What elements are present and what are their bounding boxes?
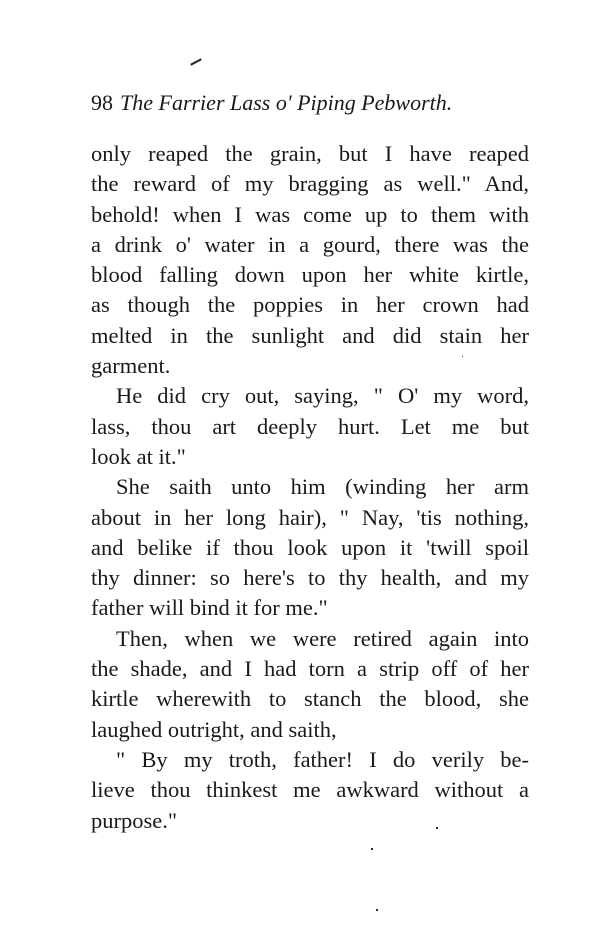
text-line: laughed outright, and saith, — [91, 716, 337, 742]
text-line: the reward of my bragging as well." And, — [91, 171, 529, 197]
text-line: about in her long hair), " Nay, 'tis nothing, — [91, 504, 529, 530]
text-line: She saith unto him (winding her arm — [116, 474, 529, 500]
text-line: father will bind it for me." — [91, 595, 328, 621]
text-line: garment. — [91, 353, 171, 379]
text-line: lieve thou thinkest me awkward without a — [91, 777, 529, 803]
text-line: only reaped the grain, but I have reaped — [91, 141, 529, 166]
text-line: the shade, and I had torn a strip off of her — [91, 656, 529, 682]
text-line: melted in the sunlight and did stain her — [91, 322, 529, 348]
text-line: lass, thou art deeply hurt. Let me but — [91, 413, 529, 439]
text-line: behold! when I was come up to them with — [91, 201, 529, 227]
text-line: " By my troth, father! I do verily be- — [116, 746, 529, 772]
text-line: He did cry out, saying, " O' my word, — [116, 383, 529, 409]
text-line: purpose." — [91, 807, 178, 833]
ink-speck — [376, 909, 378, 911]
ink-speck — [371, 848, 373, 850]
page-header — [91, 88, 541, 118]
text-line: kirtle wherewith to stanch the blood, she — [91, 686, 529, 712]
text-line: thy dinner: so here's to thy health, and my — [91, 565, 529, 591]
text-line: blood falling down upon her white kirtle, — [91, 262, 529, 288]
running-title: The Farrier Lass o' Piping Pebworth. — [120, 90, 453, 115]
text-line: and belike if thou look upon it 'twill spoil — [91, 534, 529, 560]
ink-mark — [190, 58, 202, 65]
page-number: 98 — [91, 90, 113, 115]
body-text — [91, 139, 529, 836]
text-line: a drink o' water in a gourd, there was the — [91, 231, 529, 257]
text-line: as though the poppies in her crown had — [91, 292, 529, 318]
text-line: Then, when we were retired again into — [116, 625, 529, 651]
text-line: look at it." — [91, 443, 186, 469]
